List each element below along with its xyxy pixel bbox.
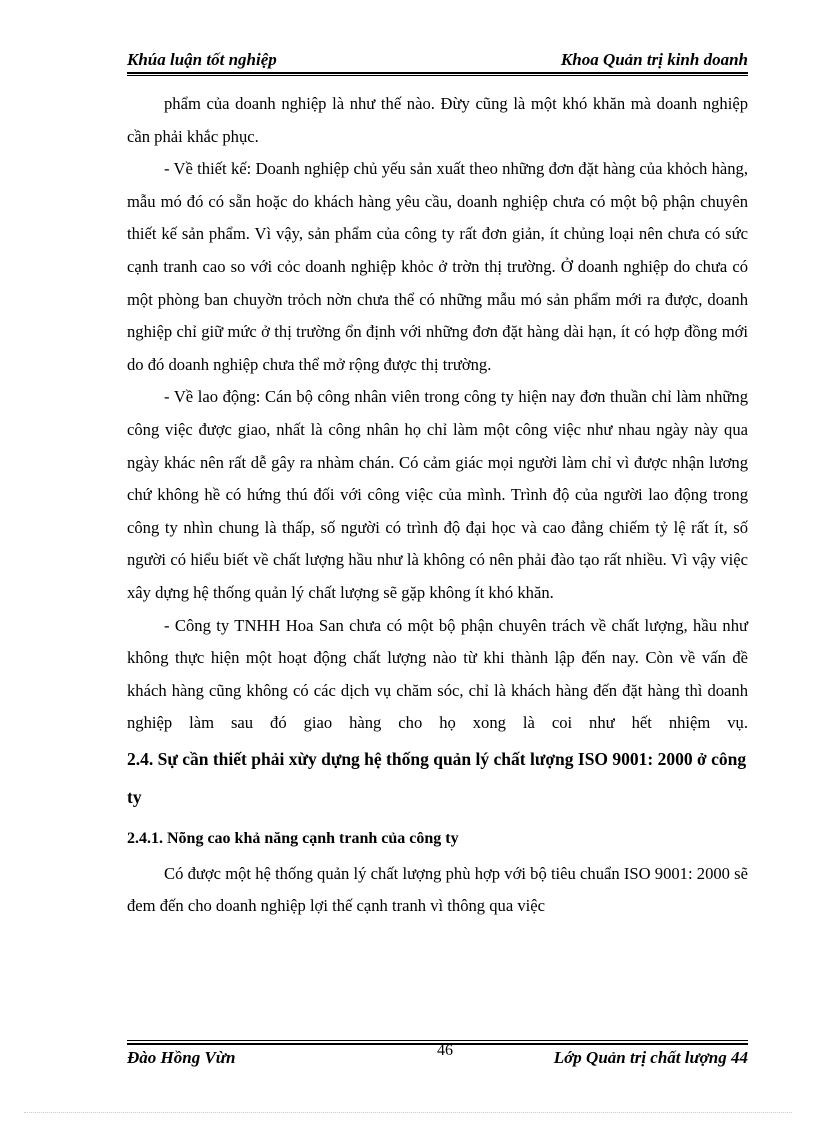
footer-author: Đào Hồng Vừn <box>127 1048 236 1067</box>
footer-rule-thin <box>127 1040 748 1041</box>
subsection-heading: 2.4.1. Nõng cao khả năng cạnh tranh của công ty <box>127 829 459 847</box>
footer-class: Lớp Quản trị chất lượng 44 <box>553 1048 748 1067</box>
page-bottom-edge <box>24 1112 792 1113</box>
section-heading: 2.4. Sự cần thiết phải xừy dựng hệ thống quản lý chất lượng ISO 9001: 2000 ở công ty <box>127 748 747 807</box>
paragraph-quality-department: - Công ty TNHH Hoa San chưa có một bộ phận chuyên trách về chất lượng, hầu như không thực hiện một hoạt động chất lượng nào từ khi thành lập đến nay. Còn về vấn đề khách hàng cũng không có các dịch vụ chăm sóc, chỉ là khách hàng đến đặt hàng thì doanh nghiệp làm sau đó giao hàng cho họ xong là coi như hết nhiệm vụ. <box>127 615 748 733</box>
paragraph-labor: - Về lao động: Cán bộ công nhân viên trong công ty hiện nay đơn thuần chỉ làm những công việc được giao, nhất là công nhân họ chỉ làm một công việc như nhau ngày này qua ngày khác nên rất dễ gây ra nhàm chán. Có cảm giác mọi người làm chỉ vì được nhận lương chứ không hề có hứng thú đối với công việc của mình. Trình độ của người lao động trong công ty nhìn chung là thấp, số người có trình độ đại học và cao đẳng chiếm tỷ lệ rất ít, số người có hiểu biết về chất lượng hầu như là không có nên phải đào tạo rất nhiều. Vì vậy việc xây dựng hệ thống quản lý chất lượng sẽ gặp không ít khó khăn. <box>127 387 748 602</box>
paragraph-design: - Về thiết kế: Doanh nghiệp chủ yếu sản xuất theo những đơn đặt hàng của khỏch hàng, mẫu mó đó có sẵn hoặc do khách hàng yêu cầu, doanh nghiệp chưa có một bộ phận chuyên thiết kế sản phẩm. Vì vậy, sản phẩm của công ty rất đơn giản, ít chủng loại nên chưa có sức cạnh tranh cao so với cỏc doanh nghiệp khỏc ở trờn thị trường. Ở doanh nghiệp do chưa có một phòng ban chuyờn trỏch nờn chưa thể có những mẫu mó sản phẩm mới ra được, doanh nghiệp chỉ giữ mức ở thị trường ổn định với những đơn đặt hàng dài hạn, ít có hợp đồng mới do đó doanh nghiệp chưa thể mở rộng được thị trường. <box>127 159 748 374</box>
header-faculty: Khoa Quản trị kinh doanh <box>560 50 748 69</box>
header-rule-thick <box>127 72 748 74</box>
page-number: 46 <box>437 1042 453 1059</box>
paragraph-continuation: phẩm của doanh nghiệp là như thế nào. Đừy cũng là một khó khăn mà doanh nghiệp cần phải khắc phục. <box>127 94 748 146</box>
header-rule-thin <box>127 75 748 76</box>
header-thesis-title: Khúa luận tốt nghiệp <box>127 50 277 69</box>
page-body <box>127 88 748 923</box>
page-header <box>127 48 748 74</box>
paragraph-competitiveness: Có được một hệ thống quản lý chất lượng phù hợp với bộ tiêu chuẩn ISO 9001: 2000 sẽ đem đến cho doanh nghiệp lợi thế cạnh tranh vì thông qua việc <box>127 863 748 916</box>
page-footer <box>127 1040 748 1070</box>
